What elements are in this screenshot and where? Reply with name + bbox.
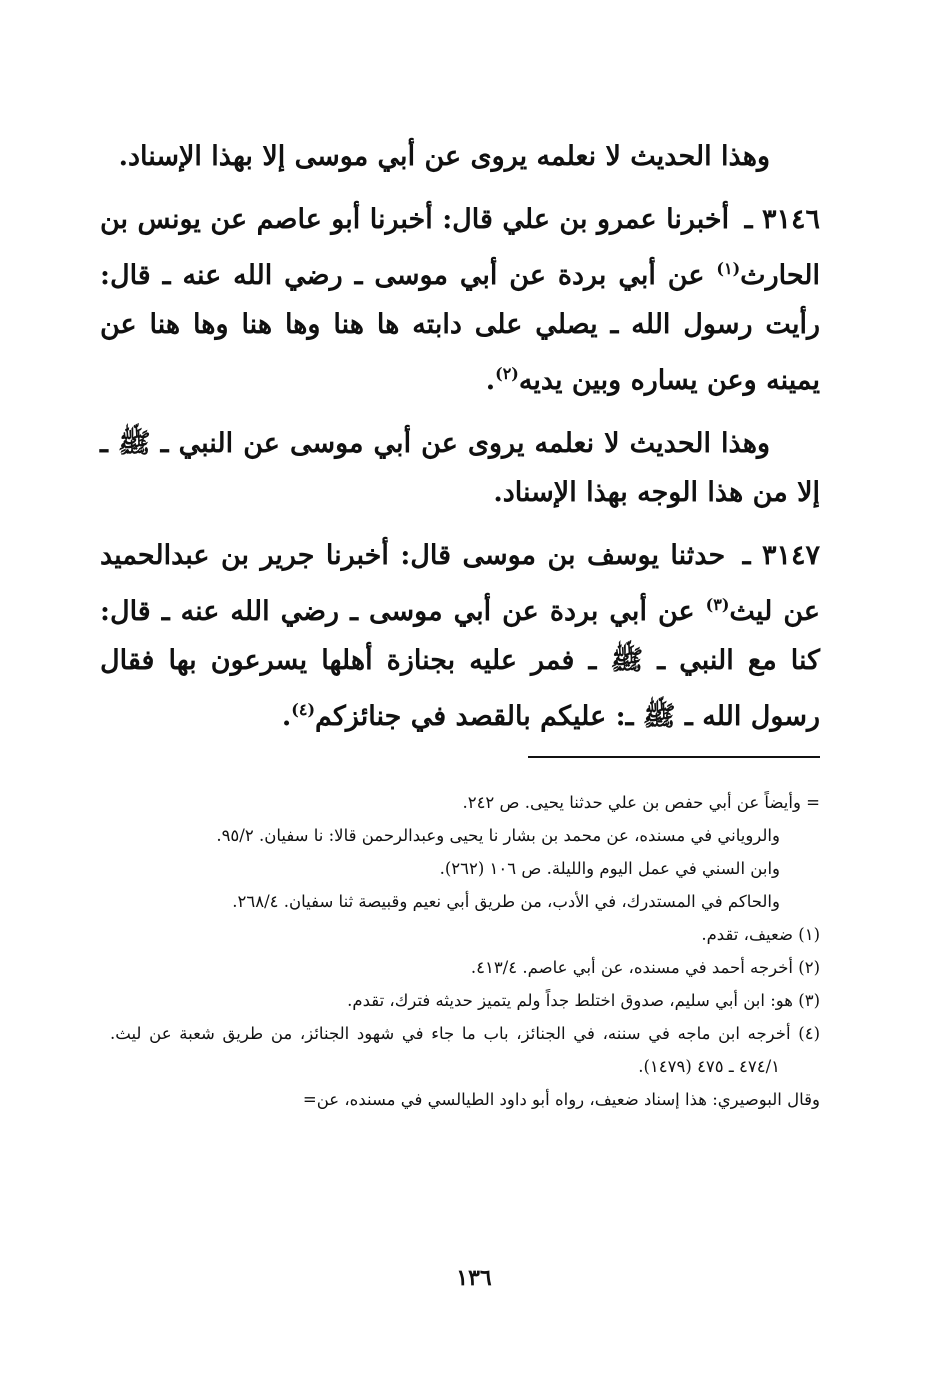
hadith-text: حدثنا يوسف بن موسى قال: أخبرنا جرير بن عبدالحميد عن ليث — [100, 540, 820, 627]
paragraph-2: وهذا الحديث لا نعلمه يروى عن أبي موسى عن النبي ـ ﷺ ـ إلا من هذا الوجه بهذا الإسناد. — [100, 428, 820, 508]
footnote-continuation-3: وابن السني في عمل اليوم والليلة. ص ١٠٦ (٢٦٢). — [439, 859, 780, 878]
footnote-continuation-1: = وأيضاً عن أبي حفص بن علي حدثنا يحيى. ص ٢٤٢. — [462, 793, 820, 812]
paragraph-1: وهذا الحديث لا نعلمه يروى عن أبي موسى إلا بهذا الإسناد. — [118, 141, 770, 172]
footnote-ref-3: (٣) — [705, 595, 730, 614]
footnote-ref-4: (٤) — [291, 700, 316, 719]
footnote-1: (١) ضعيف، تقدم. — [701, 925, 820, 944]
footnote-3: (٣) هو: ابن أبي سليم، صدوق اختلط جداً ولم يتميز حديثه فترك، تقدم. — [347, 991, 820, 1010]
hadith-3146 — [100, 195, 820, 405]
footnote-ref-1: (١) — [716, 259, 741, 278]
main-text — [100, 132, 820, 755]
footnote-2: (٢) أخرجه أحمد في مسنده، عن أبي عاصم. ٤١٣/٤. — [470, 958, 820, 977]
footnote-continuation-2: والروياني في مسنده، عن محمد بن بشار نا يحيى وعبدالرحمن قالا: نا سفيان. ٩٥/٢. — [216, 826, 780, 845]
footnote-4-continuation: وقال البوصيري: هذا إسناد ضعيف، رواه أبو داود الطيالسي في مسنده، عن= — [302, 1090, 820, 1109]
page-number: ١٣٦ — [456, 1265, 492, 1291]
hadith-text-continued: عن أبي بردة عن أبي موسى ـ رضي الله عنه ـ قال: كنا مع النبي ـ ﷺ ـ فمر عليه بجنازة أهلها يسرعون بها فقال رسول الله ـ ﷺ ـ: عليكم بالقصد في جنائزكم — [100, 596, 820, 732]
hadith-end: . — [281, 701, 292, 732]
footnotes — [110, 786, 820, 1116]
hadith-number: ٣١٤٦ ـ — [744, 204, 821, 235]
hadith-text-continued: عن أبي بردة عن أبي موسى ـ رضي الله عنه ـ قال: رأيت رسول الله ـ يصلي على دابته ها هنا وها هنا وها هنا عن يمينه وعن يساره وبين يديه — [100, 260, 820, 396]
hadith-text: أخبرنا عمرو بن علي قال: أخبرنا أبو عاصم عن يونس بن الحارث — [100, 204, 820, 291]
hadith-number: ٣١٤٧ ـ — [742, 540, 821, 571]
footnote-continuation-4: والحاكم في المستدرك، في الأدب، من طريق أبي نعيم وقبيصة ثنا سفيان. ٢٦٨/٤. — [232, 892, 780, 911]
hadith-3147 — [100, 531, 820, 741]
hadith-end: . — [485, 365, 496, 396]
footnote-separator — [528, 756, 820, 758]
footnote-ref-2: (٢) — [495, 364, 519, 383]
footnote-4: (٤) أخرجه ابن ماجه في سننه، في الجنائز، باب ما جاء في شهود الجنائز، من طريق شعبة عن ليث. ٤٧٤/١ ـ ٤٧٥ (١٤٧٩). — [110, 1024, 820, 1076]
